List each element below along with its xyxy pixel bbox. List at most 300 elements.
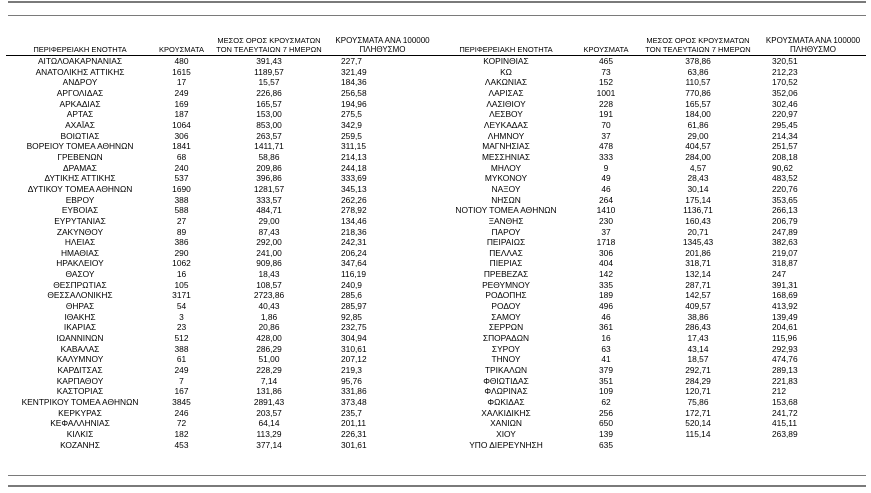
avg-7day-value-left: 87,43 (258, 226, 280, 237)
per-100k-value-right: 318,87 (772, 258, 798, 269)
cases-value-right: 62 (601, 397, 611, 407)
cases-value-left: 167 (174, 386, 189, 397)
region-name-right: ΜΕΣΣΗΝΙΑΣ (481, 151, 531, 162)
header-avg-2: ΜΕΣΟΣ ΟΡΟΣ ΚΡΟΥΣΜΑΤΩΝ ΤΟΝ ΤΕΛΕΥΤΑΙΩΝ 7 ΗΜΕΡΩΝ (636, 34, 760, 56)
avg-7day-value-left: 20,86 (258, 322, 280, 333)
cases-value-left: 537 (174, 173, 189, 184)
region-name-right: ΥΠΟ ΔΙΕΡΕΥΝΗΣΗ (469, 439, 543, 450)
region-name-left: ΗΡΑΚΛΕΙΟΥ (56, 258, 104, 269)
per-100k-value-right: 214,34 (772, 130, 798, 141)
region-name-right: ΞΑΝΘΗΣ (488, 215, 524, 226)
region-name-left: ΔΥΤΙΚΗΣ ΑΤΤΙΚΗΣ (44, 173, 116, 184)
region-name-left: ΘΕΣΣΑΛΟΝΙΚΗΣ (47, 290, 113, 301)
top-rule (8, 1, 866, 3)
table-row (6, 67, 866, 78)
cases-value-right: 16 (601, 333, 611, 344)
per-100k-value-right: 263,89 (772, 428, 798, 439)
cases-value-right: 41 (601, 354, 611, 365)
table-row (6, 237, 866, 248)
per-100k-value-left: 333,69 (341, 173, 367, 184)
avg-7day-value-left: 15,57 (258, 77, 280, 88)
per-100k-value-left: 184,36 (341, 77, 367, 88)
cases-value-left: 169 (174, 98, 189, 109)
per-100k-value-right: 295,45 (772, 119, 798, 130)
cases-value-left: 72 (176, 418, 187, 429)
cases-value-right: 230 (599, 215, 613, 226)
table-row (6, 195, 866, 206)
per-100k-value-left: 262,26 (341, 194, 367, 205)
avg-7day-value-right: 378,86 (685, 56, 711, 66)
region-name-left: ΖΑΚΥΝΘΟΥ (56, 226, 104, 237)
region-name-right: ΣΠΟΡΑΔΩΝ (482, 333, 530, 344)
cases-value-left: 3 (179, 311, 184, 322)
region-name-right: ΠΑΡΟΥ (491, 226, 521, 237)
per-100k-value-left: 301,61 (341, 439, 367, 450)
per-100k-value-left: 92,85 (341, 311, 362, 322)
per-100k-value-right: 353,65 (772, 194, 798, 205)
avg-7day-value-left: 377,14 (256, 439, 282, 450)
region-name-left: ΚΑΣΤΟΡΙΑΣ (56, 386, 104, 397)
per-100k-value-left: 342,9 (341, 119, 362, 130)
region-name-left: ΚΕΡΚΥΡΑΣ (58, 407, 102, 418)
avg-7day-value-right: 409,57 (685, 301, 711, 312)
region-name-right: ΝΟΤΙΟΥ ΤΟΜΕΑ ΑΘΗΝΩΝ (455, 205, 557, 216)
per-100k-value-left: 207,12 (341, 354, 367, 365)
cases-value-left: 182 (174, 428, 189, 439)
avg-7day-value-right: 184,00 (685, 109, 711, 120)
avg-7day-value-right: 292,71 (685, 365, 711, 376)
avg-7day-value-right: 110,57 (685, 77, 711, 88)
cases-value-left: 3171 (172, 290, 191, 301)
per-100k-value-right: 153,68 (772, 397, 798, 407)
avg-7day-value-left: 153,00 (256, 109, 282, 120)
avg-7day-value-left: 228,29 (256, 365, 282, 376)
cases-value-left: 306 (174, 130, 189, 141)
cases-value-left: 240 (174, 162, 189, 173)
table-row (6, 131, 866, 142)
region-name-right: ΦΘΙΩΤΙΔΑΣ (483, 375, 529, 386)
avg-7day-value-left: 286,29 (256, 343, 282, 354)
avg-7day-value-left: 1411,71 (254, 141, 284, 152)
table-row (6, 440, 866, 451)
region-name-left: ΑΡΚΑΔΙΑΣ (59, 98, 101, 109)
table-row (6, 312, 866, 323)
region-name-left: ΑΧΑΪΑΣ (65, 119, 95, 130)
region-name-right: ΛΗΜΝΟΥ (487, 130, 525, 141)
table-row (6, 376, 866, 387)
per-100k-value-left: 219,3 (341, 365, 362, 376)
cases-value-right: 635 (599, 439, 613, 450)
region-name-left: ΑΝΔΡΟΥ (62, 77, 98, 88)
region-name-left: ΚΑΒΑΛΑΣ (60, 343, 100, 354)
table-row (6, 354, 866, 365)
region-name-left: ΚΕΦΑΛΛΗΝΙΑΣ (50, 418, 110, 429)
avg-7day-value-right (636, 440, 760, 451)
cases-value-left: 54 (176, 301, 187, 312)
table-row (6, 322, 866, 333)
per-100k-value-right (760, 440, 866, 451)
table-row (6, 386, 866, 397)
table-row (6, 173, 866, 184)
per-100k-value-left: 116,19 (341, 269, 366, 280)
per-100k-value-right: 292,93 (772, 343, 798, 354)
cases-value-right: 46 (601, 183, 611, 194)
region-name-right: ΚΟΡΙΝΘΙΑΣ (483, 56, 529, 66)
cases-value-right: 306 (599, 247, 613, 258)
cases-value-right: 496 (599, 301, 613, 312)
cases-value-right: 335 (599, 279, 613, 290)
per-100k-value-left: 194,96 (341, 98, 367, 109)
cases-value-left: 68 (176, 151, 187, 162)
cases-value-right: 1718 (596, 237, 616, 248)
per-100k-value-right: 90,62 (772, 162, 793, 173)
region-name-right: ΝΗΣΩΝ (491, 194, 521, 205)
table-row (6, 99, 866, 110)
avg-7day-value-left: 1281,57 (253, 183, 285, 194)
region-name-left: ΔΡΑΜΑΣ (63, 162, 97, 173)
per-100k-value-right: 115,96 (772, 333, 797, 344)
region-name-left: ΕΒΡΟΥ (65, 194, 95, 205)
avg-7day-value-left: 64,14 (258, 418, 280, 429)
region-name-left: ΙΩΑΝΝΙΝΩΝ (56, 333, 104, 344)
region-name-right: ΡΟΔΟΠΗΣ (485, 290, 527, 301)
avg-7day-value-left: 2891,43 (253, 397, 285, 407)
avg-7day-value-right: 175,14 (685, 194, 711, 205)
table-row (6, 397, 866, 408)
cases-value-left: 290 (174, 247, 189, 258)
region-name-right: ΛΕΥΚΑΔΑΣ (483, 119, 529, 130)
per-100k-value-right: 266,13 (772, 205, 798, 216)
header-per100k: ΚΡΟΥΣΜΑΤΑ ΑΝΑ 100000 ΠΛΗΘΥΣΜΟ (329, 34, 436, 56)
avg-7day-value-left: 40,43 (258, 301, 280, 312)
per-100k-value-left: 201,11 (341, 418, 366, 429)
avg-7day-value-right: 287,71 (685, 279, 711, 290)
per-100k-value-right: 302,46 (772, 98, 798, 109)
cases-value-left: 17 (176, 77, 187, 88)
avg-7day-value-left: 292,00 (256, 237, 282, 248)
per-100k-value-left: 95,76 (341, 375, 362, 386)
region-name-left: ΕΥΡΥΤΑΝΙΑΣ (54, 215, 106, 226)
region-name-left: ΕΥΒΟΙΑΣ (61, 205, 99, 216)
cases-value-left: 1615 (172, 66, 191, 77)
cases-value-right: 228 (599, 98, 613, 109)
region-name-left: ΒΟΡΕΙΟΥ ΤΟΜΕΑ ΑΘΗΝΩΝ (26, 141, 134, 152)
region-name-left: ΚΑΛΥΜΝΟΥ (56, 354, 104, 365)
cases-value-left: 16 (176, 269, 187, 280)
top-rule-thin (8, 15, 866, 16)
region-name-right: ΛΕΣΒΟΥ (489, 109, 523, 120)
avg-7day-value-right: 61,86 (687, 119, 709, 130)
per-100k-value-right: 206,79 (772, 215, 798, 226)
avg-7day-value-right: 770,86 (685, 87, 711, 98)
avg-7day-value-left: 7,14 (260, 375, 278, 386)
per-100k-value-right: 415,11 (772, 418, 797, 429)
table-row (6, 227, 866, 238)
table-row (6, 141, 866, 152)
per-100k-value-left: 240,9 (341, 279, 362, 290)
table-row (6, 109, 866, 120)
region-name-left: ΘΗΡΑΣ (65, 301, 95, 312)
per-100k-value-right: 352,06 (772, 87, 798, 98)
avg-7day-value-right: 201,86 (685, 247, 711, 258)
per-100k-value-left: 310,61 (341, 343, 367, 354)
per-100k-value-left: 256,58 (341, 87, 367, 98)
region-name-right: ΣΑΜΟΥ (491, 311, 521, 322)
cases-value-left: 3845 (172, 397, 191, 407)
table-row (6, 301, 866, 312)
avg-7day-value-right: 115,14 (685, 428, 711, 439)
avg-7day-value-left: 203,57 (256, 407, 282, 418)
per-100k-value-right: 212 (772, 386, 786, 397)
table-row (6, 290, 866, 301)
cases-value-left: 388 (174, 343, 189, 354)
cases-value-left: 453 (174, 439, 189, 450)
per-100k-value-left: 311,15 (341, 141, 366, 152)
region-name-right: ΧΑΛΚΙΔΙΚΗΣ (481, 407, 531, 418)
cases-value-right: 37 (601, 130, 611, 141)
cases-value-left: 246 (174, 407, 189, 418)
avg-7day-value-left: 333,57 (256, 194, 282, 205)
bottom-rule-2 (8, 485, 866, 487)
avg-7day-value-right: 142,57 (685, 290, 711, 301)
avg-7day-value-left: 853,00 (256, 119, 282, 130)
table-row (6, 248, 866, 259)
cases-value-right: 63 (601, 343, 611, 354)
per-100k-value-right: 168,69 (772, 290, 798, 301)
table-row (6, 152, 866, 163)
avg-7day-value-left: 396,86 (256, 173, 282, 184)
region-name-right: ΝΑΞΟΥ (491, 183, 521, 194)
avg-7day-value-right: 18,57 (687, 354, 709, 365)
avg-7day-value-left: 51,00 (258, 354, 280, 365)
avg-7day-value-right: 160,43 (685, 215, 711, 226)
avg-7day-value-left: 391,43 (256, 56, 282, 66)
avg-7day-value-left: 131,86 (256, 386, 282, 397)
cases-value-right: 73 (601, 66, 611, 77)
cases-value-left: 249 (174, 87, 189, 98)
table-row (6, 163, 866, 174)
per-100k-value-left: 321,49 (341, 66, 367, 77)
region-name-left: ΙΘΑΚΗΣ (64, 311, 96, 322)
region-name-right: ΛΑΡΙΣΑΣ (488, 87, 524, 98)
per-100k-value-right: 170,52 (772, 77, 798, 88)
per-100k-value-right: 247,89 (772, 226, 798, 237)
region-name-left: ΑΙΤΩΛΟΑΚΑΡΝΑΝΙΑΣ (37, 56, 123, 66)
bottom-rule (8, 475, 866, 476)
region-name-right: ΡΟΔΟΥ (491, 301, 521, 312)
cases-value-left: 89 (176, 226, 187, 237)
avg-7day-value-right: 30,14 (687, 183, 709, 194)
region-name-left: ΑΝΑΤΟΛΙΚΗΣ ΑΤΤΙΚΗΣ (35, 66, 125, 77)
cases-value-left: 1064 (172, 119, 191, 130)
cases-value-right: 404 (599, 258, 613, 269)
table-row (6, 216, 866, 227)
per-100k-value-left: 347,64 (341, 258, 367, 269)
per-100k-value-right: 220,97 (772, 109, 798, 120)
per-100k-value-left: 232,75 (341, 322, 367, 333)
per-100k-value-right: 382,63 (772, 237, 798, 248)
avg-7day-value-left: 263,57 (256, 130, 282, 141)
avg-7day-value-right: 286,43 (685, 322, 711, 333)
avg-7day-value-left: 226,86 (256, 87, 282, 98)
table-row (6, 418, 866, 429)
avg-7day-value-right: 172,71 (685, 407, 711, 418)
per-100k-value-right: 474,76 (772, 354, 798, 365)
region-name-right: ΠΡΕΒΕΖΑΣ (483, 269, 529, 280)
avg-7day-value-left: 113,29 (256, 428, 282, 439)
avg-7day-value-left: 108,57 (256, 279, 282, 290)
region-name-right: ΜΑΓΝΗΣΙΑΣ (482, 141, 530, 152)
avg-7day-value-right: 20,71 (687, 226, 709, 237)
cases-value-right: 1001 (596, 87, 616, 98)
per-100k-value-left: 259,5 (341, 130, 362, 141)
cases-value-right: 264 (599, 194, 613, 205)
per-100k-value-right: 413,92 (772, 301, 798, 312)
header-cases-2: ΚΡΟΥΣΜΑΤΑ (576, 34, 636, 56)
per-100k-value-right: 208,18 (772, 151, 798, 162)
table-row (6, 408, 866, 419)
avg-7day-value-right: 284,00 (685, 151, 711, 162)
avg-7day-value-left: 484,71 (256, 205, 282, 216)
region-name-left: ΚΑΡΔΙΤΣΑΣ (57, 365, 103, 376)
avg-7day-value-right: 120,71 (685, 386, 711, 397)
cases-value-left: 105 (174, 279, 189, 290)
table-row (6, 333, 866, 344)
per-100k-value-left: 285,97 (341, 301, 367, 312)
cases-value-right: 109 (599, 386, 613, 397)
cases-value-right: 333 (599, 151, 613, 162)
avg-7day-value-right: 165,57 (685, 98, 711, 109)
per-100k-value-right: 289,13 (772, 365, 798, 376)
cases-value-right: 152 (599, 77, 613, 88)
header-region-2: ΠΕΡΙΦΕΡΕΙΑΚΗ ΕΝΟΤΗΤΑ (436, 34, 576, 56)
region-name-right: ΜΥΚΟΝΟΥ (484, 173, 528, 184)
avg-7day-value-left: 165,57 (256, 98, 282, 109)
region-name-right: ΧΙΟΥ (496, 428, 516, 439)
avg-7day-value-left: 1,86 (260, 311, 278, 322)
cases-value-right: 256 (599, 407, 613, 418)
avg-7day-value-right: 28,43 (687, 173, 709, 184)
region-name-left: ΚΙΛΚΙΣ (66, 428, 94, 439)
cases-value-right: 9 (603, 162, 609, 173)
table-header-row (6, 34, 866, 56)
avg-7day-value-right: 318,71 (685, 258, 711, 269)
cases-value-left: 512 (174, 333, 189, 344)
per-100k-value-left: 206,24 (341, 247, 367, 258)
cases-value-left: 386 (174, 237, 189, 248)
per-100k-value-left: 218,36 (341, 226, 367, 237)
region-name-left: ΑΡΓΟΛΙΔΑΣ (56, 87, 104, 98)
avg-7day-value-right: 17,43 (687, 333, 709, 344)
per-100k-value-left: 275,5 (341, 109, 362, 120)
per-100k-value-left: 214,13 (341, 151, 367, 162)
cases-value-left: 249 (174, 365, 189, 376)
avg-7day-value-left: 209,86 (256, 162, 282, 173)
region-name-left: ΑΡΤΑΣ (66, 109, 94, 120)
region-name-left: ΒΟΙΩΤΙΑΣ (60, 130, 100, 141)
cases-value-right: 37 (601, 226, 611, 237)
per-100k-value-right: 391,31 (772, 279, 798, 290)
avg-7day-value-left: 909,86 (256, 258, 282, 269)
region-name-right: ΠΙΕΡΙΑΣ (489, 258, 523, 269)
avg-7day-value-left: 241,00 (256, 247, 282, 258)
region-name-left: ΘΕΣΠΡΩΤΙΑΣ (53, 279, 107, 290)
avg-7day-value-right: 75,86 (687, 397, 709, 407)
region-name-right: ΡΕΘΥΜΝΟΥ (482, 279, 530, 290)
region-name-left: ΓΡΕΒΕΝΩΝ (57, 151, 103, 162)
avg-7day-value-right: 404,57 (685, 141, 711, 152)
per-100k-value-left: 134,46 (341, 215, 367, 226)
avg-7day-value-left: 428,00 (256, 333, 282, 344)
region-name-left: ΗΜΑΘΙΑΣ (60, 247, 100, 258)
per-100k-value-right: 241,72 (772, 407, 798, 418)
cases-value-left: 187 (174, 109, 189, 120)
cases-value-right: 49 (601, 173, 611, 184)
per-100k-value-left: 331,86 (341, 386, 367, 397)
per-100k-value-right: 483,52 (772, 173, 798, 184)
cases-value-right: 46 (601, 311, 611, 322)
avg-7day-value-right: 132,14 (685, 269, 711, 280)
cases-value-left: 23 (176, 322, 187, 333)
per-100k-value-right: 247 (772, 269, 786, 280)
region-name-right: ΛΑΣΙΘΙΟΥ (486, 98, 526, 109)
region-name-right: ΠΕΛΛΑΣ (489, 247, 523, 258)
avg-7day-value-right: 1345,43 (682, 237, 714, 248)
per-100k-value-left: 285,6 (341, 290, 362, 301)
avg-7day-value-right: 520,14 (685, 418, 711, 429)
region-name-right: ΚΩ (500, 66, 512, 77)
cases-value-right: 361 (599, 322, 613, 333)
cases-value-left: 61 (176, 354, 187, 365)
region-name-left: ΚΑΡΠΑΘΟΥ (56, 375, 104, 386)
per-100k-value-left: 373,48 (341, 397, 367, 407)
per-100k-value-left: 235,7 (341, 407, 362, 418)
per-100k-value-left: 278,92 (341, 205, 367, 216)
cases-value-right: 379 (599, 365, 613, 376)
cases-value-left: 1690 (172, 183, 191, 194)
cases-value-left: 1841 (172, 141, 191, 152)
region-name-right: ΤΗΝΟΥ (491, 354, 521, 365)
region-name-right: ΜΗΛΟΥ (490, 162, 522, 173)
per-100k-value-right: 221,83 (772, 375, 798, 386)
per-100k-value-left: 227,7 (341, 56, 362, 66)
region-name-right: ΧΑΝΙΩΝ (490, 418, 522, 429)
cases-value-right: 351 (599, 375, 613, 386)
header-cases: ΚΡΟΥΣΜΑΤΑ (154, 34, 209, 56)
per-100k-value-right: 220,76 (772, 183, 798, 194)
per-100k-value-left: 304,94 (341, 333, 367, 344)
region-name-right: ΣΥΡΟΥ (491, 343, 521, 354)
per-100k-value-right: 219,07 (772, 247, 798, 258)
table-row (6, 258, 866, 269)
region-name-right: ΛΑΚΩΝΙΑΣ (484, 77, 528, 88)
table-row (6, 429, 866, 440)
region-name-left: ΗΛΕΙΑΣ (64, 237, 96, 248)
avg-7day-value-left: 29,00 (258, 215, 280, 226)
table-row (6, 120, 866, 131)
header-region: ΠΕΡΙΦΕΡΕΙΑΚΗ ΕΝΟΤΗΤΑ (6, 34, 154, 56)
avg-7day-value-left: 58,86 (258, 151, 280, 162)
table-row (6, 56, 866, 67)
header-avg: ΜΕΣΟΣ ΟΡΟΣ ΚΡΟΥΣΜΑΤΩΝ ΤΟΝ ΤΕΛΕΥΤΑΙΩΝ 7 ΗΜΕΡΩΝ (209, 34, 329, 56)
region-name-right: ΤΡΙΚΑΛΩΝ (484, 365, 528, 376)
region-name-right: ΠΕΙΡΑΙΩΣ (486, 237, 526, 248)
table-row (6, 365, 866, 376)
per-100k-value-right: 212,23 (772, 66, 798, 77)
cases-value-left: 27 (176, 215, 187, 226)
region-name-right: ΦΩΚΙΔΑΣ (487, 397, 525, 407)
region-name-left: ΘΑΣΟΥ (65, 269, 95, 280)
